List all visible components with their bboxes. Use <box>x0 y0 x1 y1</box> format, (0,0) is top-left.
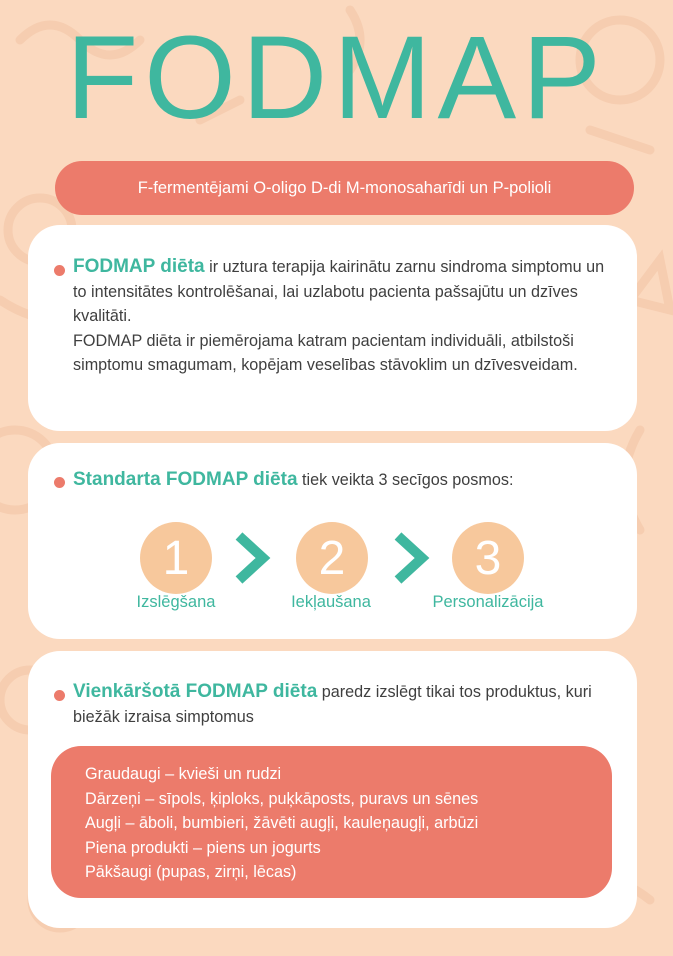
intro-lead: FODMAP diēta <box>73 256 205 277</box>
steps-row <box>28 443 637 639</box>
intro-text-1: ir uztura terapija kairinātu zarnu sindroma simptomu un to intensitātes kontrolēšanai, lai uzlabotu pacienta pašsajūtu un dzīves kvalitāti. <box>73 258 605 325</box>
bullet-dot <box>54 265 65 276</box>
subtitle-text: F-fermentējami O-oligo D-di M-monosaharīdi un P-polioli <box>137 178 552 197</box>
bullet-dot <box>54 690 65 701</box>
standard-text: tiek veikta 3 secīgos posmos: <box>297 471 514 489</box>
step-2-label: Iekļaušana <box>291 593 371 611</box>
food-list-item: Graudaugi – kvieši un rudzi <box>85 765 282 783</box>
food-list-item: Dārzeņi – sīpols, ķiploks, puķkāposts, puravs un sēnes <box>85 789 479 808</box>
step-3-circle: 3 <box>452 522 524 594</box>
simplified-paragraph <box>73 680 613 729</box>
page-title: FODMAP <box>66 12 607 144</box>
food-list-item: Augļi – āboli, bumbieri, žāvēti augļi, kauleņaugļi, arbūzi <box>85 814 479 832</box>
chevron-right-icon <box>392 530 432 586</box>
step-1-label: Izslēgšana <box>136 593 216 611</box>
simplified-lead: Vienkāršotā FODMAP diēta <box>73 681 318 702</box>
step-1-circle: 1 <box>140 522 212 594</box>
standard-lead: Standarta FODMAP diēta <box>73 469 298 490</box>
food-list-box <box>51 746 612 898</box>
intro-paragraph <box>73 255 613 378</box>
step-2-circle: 2 <box>296 522 368 594</box>
standard-diet-card <box>28 443 637 639</box>
simplified-text: paredz izslēgt tikai tos produktus, kuri biežāk izraisa simptomus <box>73 683 592 726</box>
chevron-right-icon <box>233 530 273 586</box>
step-3-label: Personalizācija <box>432 593 544 611</box>
intro-card <box>28 225 637 431</box>
subtitle-banner <box>55 161 634 215</box>
food-list-item: Pākšaugi (pupas, zirņi, lēcas) <box>85 863 297 881</box>
simplified-diet-card <box>28 651 637 928</box>
intro-text-2: FODMAP diēta ir piemērojama katram pacientam individuāli, atbilstoši simptomu smagumam, kopējam veselības stāvoklim un dzīvesveidam. <box>73 331 578 374</box>
food-list-item: Piena produkti – piens un jogurts <box>85 838 321 857</box>
